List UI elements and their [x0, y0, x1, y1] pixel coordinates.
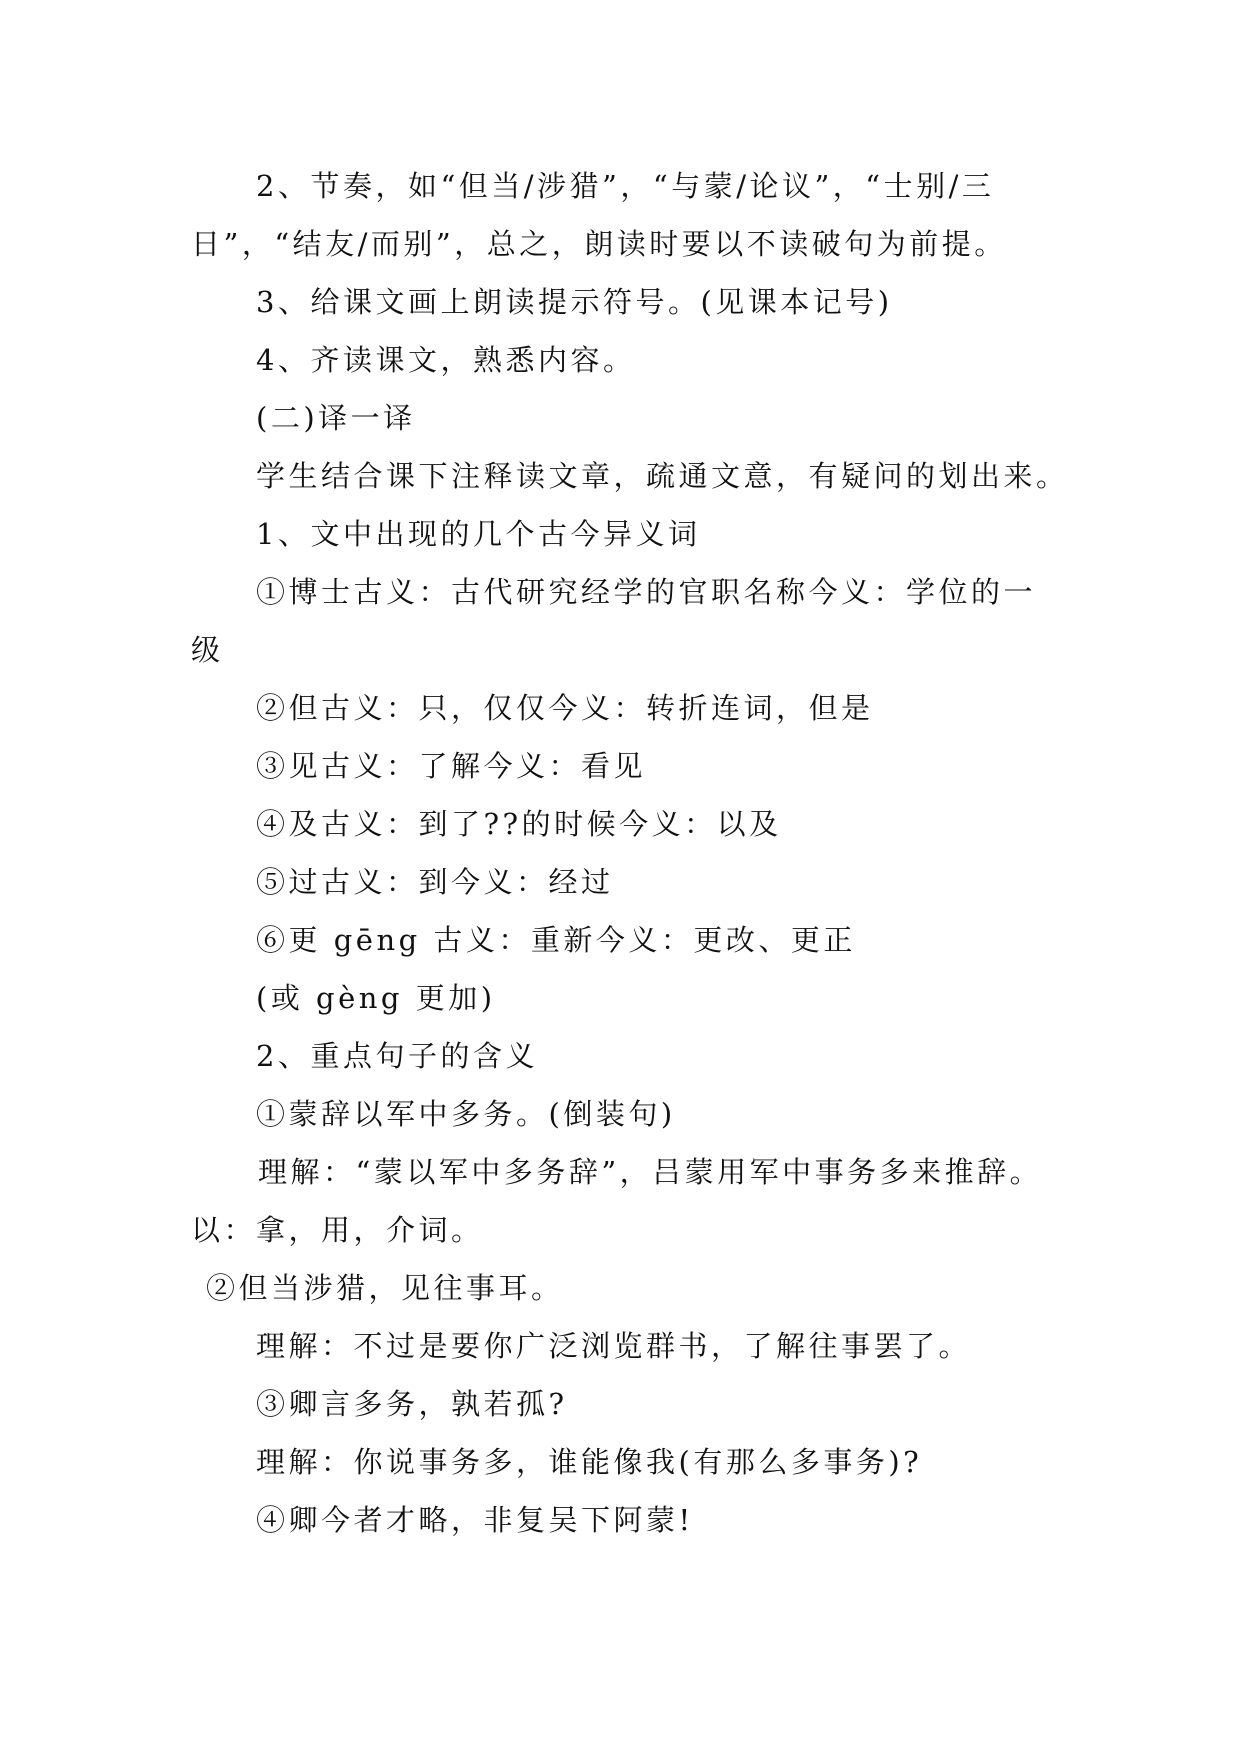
sentence-item-1-note: 以：拿，用，介词。: [191, 1213, 484, 1247]
word-item-5: ⑤过古义：到今义：经过: [256, 865, 614, 899]
sentence-item-3-explanation: 理解：你说事务多，谁能像我(有那么多事务)?: [256, 1445, 923, 1479]
word-item-6: ⑥更 gēng 古义：重新今义：更改、更正: [256, 923, 856, 957]
sentence-item-1: ①蒙辞以军中多务。(倒装句): [256, 1097, 676, 1131]
sentence-item-1-explanation: 理解：“蒙以军中多务辞”，吕蒙用军中事务多来推辞。: [258, 1155, 1043, 1189]
read-aloud-item: 4、齐读课文，熟悉内容。: [256, 343, 636, 377]
sentence-item-2-explanation: 理解：不过是要你广泛浏览群书，了解往事罢了。: [256, 1329, 972, 1363]
word-item-1-line-1: ①博士古义：古代研究经学的官职名称今义：学位的一: [256, 575, 1037, 609]
rhythm-point-line-2: 日”，“结友/而别”，总之，朗读时要以不读破句为前提。: [191, 227, 1007, 261]
rhythm-point-line-1: 2、节奏，如“但当/涉猎”，“与蒙/论议”，“士别/三: [256, 169, 995, 203]
heading-key-sentences: 2、重点句子的含义: [256, 1039, 538, 1073]
word-item-1-line-2: 级: [191, 633, 224, 667]
reading-marks-item: 3、给课文画上朗读提示符号。(见课本记号): [256, 285, 893, 319]
word-item-2: ②但古义：只，仅仅今义：转折连词，但是: [256, 691, 874, 725]
heading-ancient-modern-words: 1、文中出现的几个古今异义词: [256, 517, 701, 551]
sentence-item-3: ③卿言多务，孰若孤?: [256, 1387, 568, 1421]
sentence-item-2: ②但当涉猎，见往事耳。: [206, 1271, 564, 1305]
student-task-paragraph: 学生结合课下注释读文章，疏通文意，有疑问的划出来。: [256, 459, 1069, 493]
word-item-6-note: (或 gèng 更加): [256, 981, 496, 1015]
section-heading-translate: (二)译一译: [256, 401, 416, 435]
sentence-item-4: ④卿今者才略，非复吴下阿蒙!: [256, 1503, 694, 1537]
word-item-4: ④及古义：到了??的时候今义：以及: [256, 807, 782, 841]
word-item-3: ③见古义：了解今义：看见: [256, 749, 647, 783]
